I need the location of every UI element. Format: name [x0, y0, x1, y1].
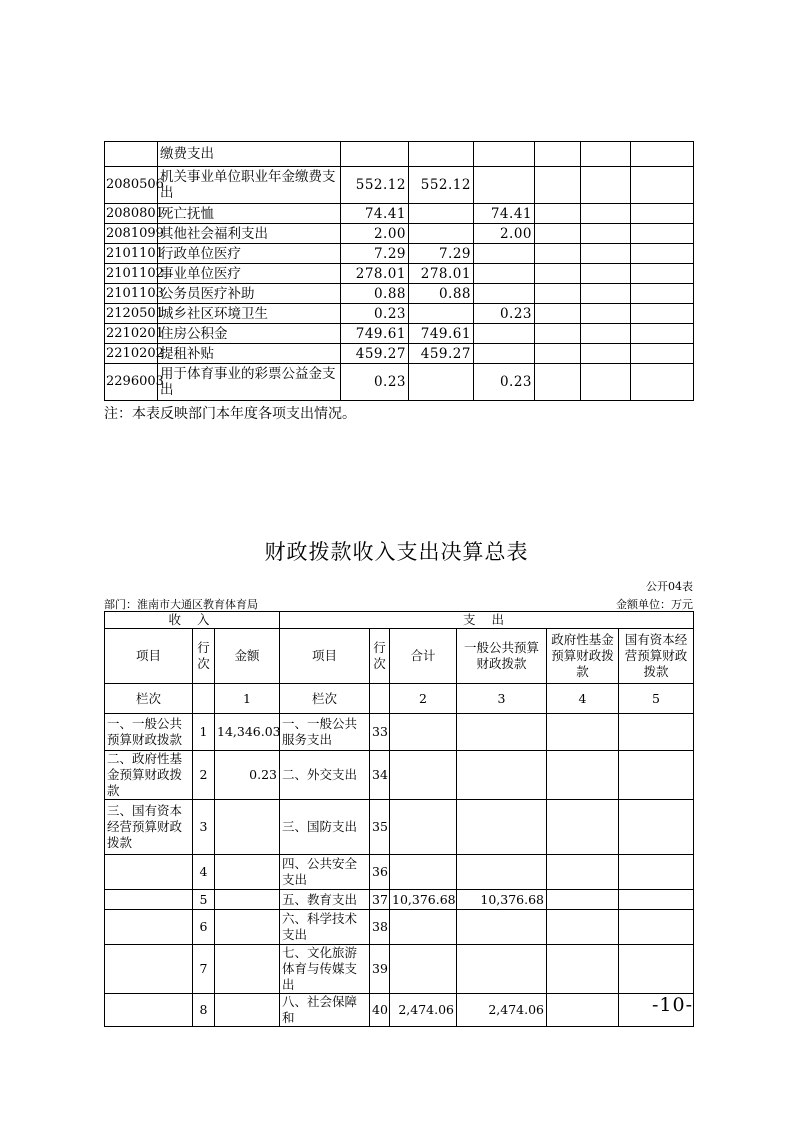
expense-general [457, 910, 547, 945]
income-amount [215, 945, 280, 994]
row-project [474, 264, 535, 284]
income-amount [215, 910, 280, 945]
table-row [105, 324, 694, 344]
row-total: 74.41 [341, 204, 409, 224]
expense-row-no: 37 [370, 890, 390, 910]
expense-item: 一、一般公共服务支出 [280, 714, 370, 751]
empty-cell [631, 324, 694, 344]
empty-cell [581, 204, 631, 224]
income-amount [215, 994, 280, 1027]
row-basic: 7.29 [409, 244, 474, 264]
table-row [105, 364, 694, 401]
col-general: 一般公共预算财政拨款 [457, 629, 547, 684]
empty-cell [631, 244, 694, 264]
expense-gov-fund [547, 945, 619, 994]
empty-cell [581, 244, 631, 264]
table-row [105, 890, 694, 910]
row-name: 提租补贴 [158, 344, 341, 364]
row-basic [409, 204, 474, 224]
income-item [105, 994, 193, 1027]
row-total: 552.12 [341, 167, 409, 204]
row-basic: 552.12 [409, 167, 474, 204]
empty-cell [631, 304, 694, 324]
expense-item: 四、公共安全支出 [280, 855, 370, 890]
col-row-in: 行次 [193, 629, 215, 684]
expense-item: 七、文化旅游体育与传媒支出 [280, 945, 370, 994]
table-row [105, 910, 694, 945]
table-note: 注：本表反映部门本年度各项支出情况。 [104, 406, 356, 422]
row-name: 事业单位医疗 [158, 264, 341, 284]
expense-state-capital [619, 714, 694, 751]
expense-state-capital [619, 855, 694, 890]
department-label: 部门：淮南市大通区教育体育局 [104, 598, 258, 611]
col-item-ex: 项目 [280, 629, 370, 684]
row-total: 7.29 [341, 244, 409, 264]
row-project [474, 142, 535, 167]
empty-cell [581, 142, 631, 167]
row-code [105, 142, 158, 167]
row-name: 用于体育事业的彩票公益金支出 [158, 364, 341, 401]
empty-cell [631, 344, 694, 364]
expense-state-capital [619, 890, 694, 910]
table-row [105, 304, 694, 324]
col-gov-fund: 政府性基金预算财政拨款 [547, 629, 619, 684]
empty-cell [581, 324, 631, 344]
row-basic: 278.01 [409, 264, 474, 284]
income-header: 收 入 [105, 612, 280, 629]
row-name: 住房公积金 [158, 324, 341, 344]
index-5: 5 [619, 684, 694, 714]
income-item [105, 910, 193, 945]
expense-general [457, 945, 547, 994]
col-total: 合计 [390, 629, 457, 684]
expense-gov-fund [547, 994, 619, 1027]
expense-general [457, 800, 547, 855]
row-project [474, 167, 535, 204]
empty-cell [535, 304, 581, 324]
expense-general [457, 714, 547, 751]
expense-gov-fund [547, 890, 619, 910]
expense-gov-fund [547, 910, 619, 945]
row-total: 749.61 [341, 324, 409, 344]
col-row-ex: 行次 [370, 629, 390, 684]
empty-cell [631, 142, 694, 167]
table-row [105, 714, 694, 751]
income-row-no: 7 [193, 945, 215, 994]
expense-detail-table [104, 141, 694, 401]
empty-cell [193, 684, 215, 714]
expense-general: 10,376.68 [457, 890, 547, 910]
row-basic [409, 142, 474, 167]
income-row-no: 8 [193, 994, 215, 1027]
income-amount: 14,346.03 [215, 714, 280, 751]
index-label-in: 栏次 [105, 684, 193, 714]
expense-total: 2,474.06 [390, 994, 457, 1027]
expense-state-capital [619, 910, 694, 945]
row-code: 2296003 [105, 364, 158, 401]
table-row [105, 264, 694, 284]
expense-row-no: 38 [370, 910, 390, 945]
table-row [105, 167, 694, 204]
expense-gov-fund [547, 855, 619, 890]
income-row-no: 3 [193, 800, 215, 855]
row-project [474, 324, 535, 344]
row-name: 其他社会福利支出 [158, 224, 341, 244]
row-total: 0.23 [341, 364, 409, 401]
col-item-in: 项目 [105, 629, 193, 684]
income-row-no: 2 [193, 751, 215, 800]
amount-unit-label: 金额单位：万元 [616, 598, 693, 611]
page-title: 财政拨款收入支出决算总表 [264, 540, 529, 564]
row-basic: 459.27 [409, 344, 474, 364]
expense-total [390, 910, 457, 945]
expense-row-no: 34 [370, 751, 390, 800]
index-label-ex: 栏次 [280, 684, 370, 714]
income-row-no: 4 [193, 855, 215, 890]
expense-state-capital [619, 800, 694, 855]
row-project: 0.23 [474, 304, 535, 324]
empty-cell [631, 204, 694, 224]
empty-cell [535, 344, 581, 364]
row-total: 459.27 [341, 344, 409, 364]
expense-general: 2,474.06 [457, 994, 547, 1027]
row-name: 缴费支出 [158, 142, 341, 167]
expense-general [457, 751, 547, 800]
expense-gov-fund [547, 714, 619, 751]
row-basic: 0.88 [409, 284, 474, 304]
row-project [474, 344, 535, 364]
expense-total [390, 800, 457, 855]
income-amount: 0.23 [215, 751, 280, 800]
row-code: 2080801 [105, 204, 158, 224]
expense-total [390, 714, 457, 751]
empty-cell [581, 284, 631, 304]
table-row [105, 945, 694, 994]
row-basic [409, 224, 474, 244]
income-item [105, 945, 193, 994]
empty-cell [535, 167, 581, 204]
income-item [105, 855, 193, 890]
col-state-capital: 国有资本经营预算财政拨款 [619, 629, 694, 684]
empty-cell [631, 364, 694, 401]
row-project: 2.00 [474, 224, 535, 244]
expense-general [457, 855, 547, 890]
row-code: 2210201 [105, 324, 158, 344]
expense-item: 五、教育支出 [280, 890, 370, 910]
row-total: 2.00 [341, 224, 409, 244]
row-name: 机关事业单位职业年金缴费支出 [158, 167, 341, 204]
expense-item: 三、国防支出 [280, 800, 370, 855]
row-project [474, 244, 535, 264]
row-total: 0.23 [341, 304, 409, 324]
row-project: 0.23 [474, 364, 535, 401]
expense-total: 10,376.68 [390, 890, 457, 910]
index-3: 3 [457, 684, 547, 714]
row-name: 死亡抚恤 [158, 204, 341, 224]
row-total: 278.01 [341, 264, 409, 284]
table-row [105, 751, 694, 800]
empty-cell [581, 304, 631, 324]
empty-cell [631, 284, 694, 304]
income-amount [215, 890, 280, 910]
income-item [105, 890, 193, 910]
expense-total [390, 855, 457, 890]
row-basic: 749.61 [409, 324, 474, 344]
expense-header: 支 出 [280, 612, 694, 629]
column-index-row [105, 684, 694, 714]
row-code: 2101102 [105, 264, 158, 284]
col-amount: 金额 [215, 629, 280, 684]
expense-row-no: 36 [370, 855, 390, 890]
expense-item: 六、科学技术支出 [280, 910, 370, 945]
expense-gov-fund [547, 751, 619, 800]
empty-cell [631, 224, 694, 244]
empty-cell [581, 224, 631, 244]
row-name: 公务员医疗补助 [158, 284, 341, 304]
empty-cell [535, 264, 581, 284]
row-name: 城乡社区环境卫生 [158, 304, 341, 324]
income-row-no: 1 [193, 714, 215, 751]
expense-row-no: 40 [370, 994, 390, 1027]
empty-cell [535, 204, 581, 224]
expense-gov-fund [547, 800, 619, 855]
row-basic [409, 304, 474, 324]
empty-cell [631, 167, 694, 204]
income-row-no: 5 [193, 890, 215, 910]
row-total: 0.88 [341, 284, 409, 304]
empty-cell [535, 142, 581, 167]
empty-cell [370, 684, 390, 714]
row-code: 2210202 [105, 344, 158, 364]
table-row [105, 344, 694, 364]
fiscal-summary-table [104, 611, 694, 1027]
column-header-row [105, 629, 694, 684]
expense-state-capital [619, 751, 694, 800]
table-row [105, 142, 694, 167]
row-project: 74.41 [474, 204, 535, 224]
income-item: 三、国有资本经营预算财政拨款 [105, 800, 193, 855]
table-row [105, 224, 694, 244]
expense-item: 二、外交支出 [280, 751, 370, 800]
income-amount [215, 855, 280, 890]
row-name: 行政单位医疗 [158, 244, 341, 264]
table-row [105, 244, 694, 264]
index-2: 2 [390, 684, 457, 714]
row-total [341, 142, 409, 167]
empty-cell [631, 264, 694, 284]
table-row [105, 855, 694, 890]
row-code: 2101103 [105, 284, 158, 304]
income-item: 二、政府性基金预算财政拨款 [105, 751, 193, 800]
empty-cell [535, 284, 581, 304]
table-row [105, 204, 694, 224]
empty-cell [535, 224, 581, 244]
row-code: 2081099 [105, 224, 158, 244]
expense-row-no: 39 [370, 945, 390, 994]
expense-row-no: 33 [370, 714, 390, 751]
expense-total [390, 751, 457, 800]
section-header-row [105, 612, 694, 629]
empty-cell [581, 364, 631, 401]
table-row [105, 994, 694, 1027]
empty-cell [581, 167, 631, 204]
table-code: 公开04表 [646, 580, 693, 593]
page-number: -10- [651, 994, 693, 1016]
expense-item: 八、社会保障和 [280, 994, 370, 1027]
income-item: 一、一般公共预算财政拨款 [105, 714, 193, 751]
row-code: 2120501 [105, 304, 158, 324]
income-amount [215, 800, 280, 855]
expense-row-no: 35 [370, 800, 390, 855]
index-4: 4 [547, 684, 619, 714]
empty-cell [581, 264, 631, 284]
row-project [474, 284, 535, 304]
row-code: 2080506 [105, 167, 158, 204]
table-row [105, 800, 694, 855]
index-1: 1 [215, 684, 280, 714]
empty-cell [535, 364, 581, 401]
empty-cell [581, 344, 631, 364]
row-code: 2101101 [105, 244, 158, 264]
row-basic [409, 364, 474, 401]
table-row [105, 284, 694, 304]
expense-state-capital [619, 945, 694, 994]
income-row-no: 6 [193, 910, 215, 945]
expense-total [390, 945, 457, 994]
empty-cell [535, 324, 581, 344]
empty-cell [535, 244, 581, 264]
